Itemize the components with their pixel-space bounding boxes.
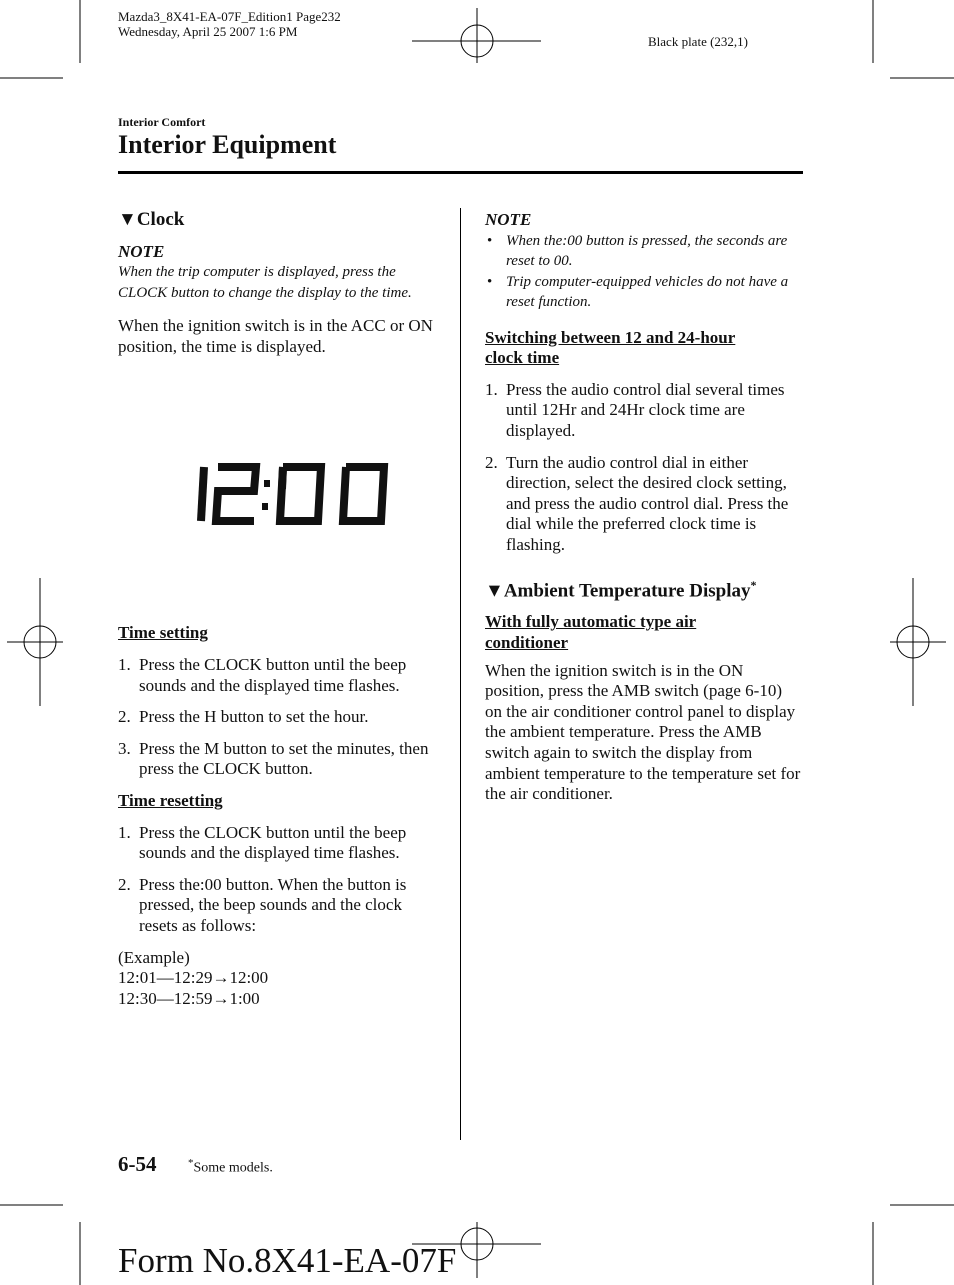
asterisk-icon: * (188, 1157, 194, 1169)
time-setting-step (118, 707, 438, 728)
step-text: Press the CLOCK button until the beep sounds and the displayed time flashes. (139, 822, 407, 863)
right-column (485, 210, 803, 805)
asterisk-icon: * (750, 577, 757, 592)
time-resetting-step (118, 875, 438, 937)
triangle-icon: ▼ (118, 209, 137, 230)
bullet-icon: • (487, 232, 493, 249)
section-label: Interior Comfort (118, 115, 206, 129)
step-text: Press the:00 button. When the button is pressed, the beep sounds and the clock resets as follows: (139, 874, 407, 935)
note-bullet-text: When the:00 button is pressed, the seconds are reset to 00. (506, 232, 788, 270)
footnote (188, 1157, 273, 1177)
clock-display-illustration (118, 357, 438, 617)
file-info (118, 9, 341, 39)
step-number: 1. (485, 379, 498, 399)
clock-heading (118, 210, 438, 231)
time-setting-heading: Time setting (118, 623, 208, 643)
switching-heading: Switching between 12 and 24-hour clock time (485, 327, 736, 368)
page-number: 6-54 (118, 1152, 157, 1176)
time-resetting-step (118, 823, 438, 864)
footnote-text: Some models. (193, 1160, 273, 1176)
step-text: Press the CLOCK button until the beep sounds and the displayed time flashes. (139, 654, 407, 695)
step-number: 1. (118, 822, 131, 842)
plate-label: Black plate (232,1) (648, 34, 748, 49)
left-column (118, 210, 438, 1009)
file-line-2: Wednesday, April 25 2007 1:6 PM (118, 24, 298, 39)
time-resetting-steps (118, 823, 438, 937)
clock-display (118, 357, 438, 617)
clock-heading-text: Clock (136, 209, 185, 230)
time-setting-step (118, 739, 438, 780)
example-line-2: 12:30―12:59→1:00 (118, 988, 260, 1008)
intro-text: When the ignition switch is in the ACC or ON position, the time is displayed. (118, 316, 433, 356)
note-text: When the trip computer is displayed, press the CLOCK button to change the display to the time. (118, 264, 412, 301)
step-text: Turn the audio control dial in either direction, select the desired clock setting, and press the audio control dial. Press the dial while the preferred clock time is flashing. (506, 452, 789, 554)
auto-ac-text: When the ignition switch is in the ON position, press the AMB switch (page 6-10) on the air conditioner control panel to display the ambient temperature. Press the AMB switch again to switch the display from ambient temperature to the temperature set for the air conditioner. (485, 660, 801, 804)
step-number: 3. (118, 738, 131, 758)
column-divider (460, 208, 461, 1140)
ambient-heading (485, 575, 803, 602)
step-number: 1. (118, 654, 131, 674)
note-heading: NOTE (118, 241, 165, 261)
step-number: 2. (485, 452, 498, 472)
time-resetting-heading: Time resetting (118, 790, 223, 810)
step-number: 2. (118, 874, 131, 894)
right-note-heading: NOTE (485, 210, 532, 229)
time-setting-step (118, 655, 438, 696)
auto-ac-heading: With fully automatic type air conditioner (485, 612, 697, 653)
ambient-heading-text: Ambient Temperature Display (503, 579, 751, 601)
switching-step (485, 453, 803, 556)
triangle-icon: ▼ (485, 579, 504, 601)
note-bullet-text: Trip computer-equipped vehicles do not have a reset function. (506, 273, 789, 311)
example-line-1: 12:01―12:29→12:00 (118, 968, 269, 988)
switching-step (485, 380, 803, 442)
bullet-icon: • (487, 273, 493, 290)
example-label: (Example) (118, 947, 190, 967)
file-line-1: Mazda3_8X41-EA-07F_Edition1 Page232 (118, 9, 341, 24)
step-text: Press the H button to set the hour. (139, 707, 369, 727)
step-text: Press the audio control dial several times until 12Hr and 24Hr clock time are displayed. (506, 379, 785, 440)
note-bullet (485, 272, 803, 313)
form-number: Form No.8X41-EA-07F (118, 1241, 457, 1280)
page-title: Interior Equipment (118, 130, 337, 159)
time-setting-steps (118, 655, 438, 780)
step-text: Press the M button to set the minutes, then press the CLOCK button. (139, 738, 429, 779)
title-rule (118, 171, 803, 174)
note-bullet (485, 231, 803, 272)
step-number: 2. (118, 707, 131, 727)
